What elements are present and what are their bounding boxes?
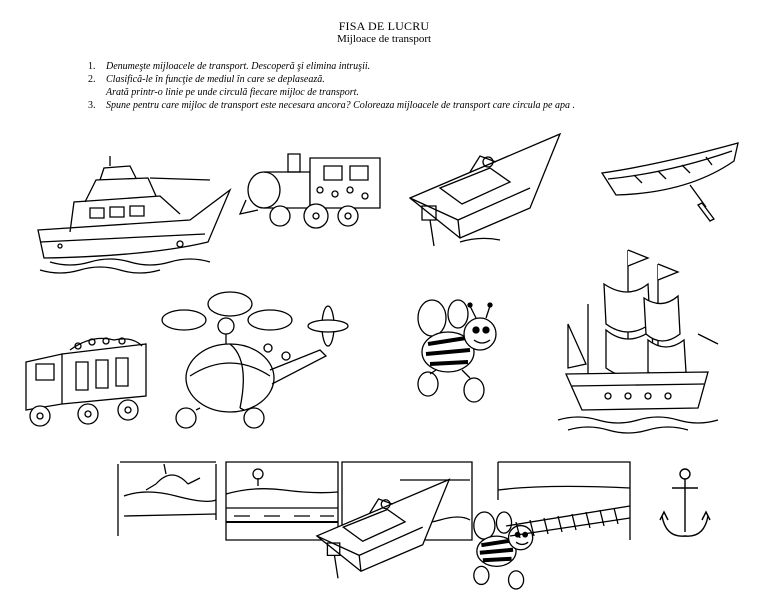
speedboat-icon[interactable]	[308, 472, 458, 584]
instruction-2b	[88, 87, 359, 98]
instruction-number: 1.	[88, 61, 96, 72]
helicopter-icon[interactable]	[160, 290, 350, 432]
worksheet-subtitle: Mijloace de transport	[336, 33, 432, 45]
instruction-text: Spune pentru care mijloc de transport este necesara ancora? Coloreaza mijloacele de transport care circula pe apa .	[106, 100, 575, 111]
instruction-text: Denumeşte mijloacele de transport. Descoperă şi elimina intruşii.	[106, 61, 371, 72]
speedboat-icon[interactable]	[400, 128, 570, 250]
instruction-text: Clasifică-le în funcţie de mediul în care se deplasează.	[106, 74, 325, 85]
truck-icon[interactable]	[22, 332, 150, 430]
anchor-icon[interactable]	[658, 466, 712, 546]
train-icon[interactable]	[240, 150, 390, 232]
instruction-text: Arată printr-o linie pe unde circulă fiecare mijloc de transport.	[106, 87, 359, 98]
instruction-2	[88, 74, 325, 85]
sailing-ship-icon[interactable]	[548, 244, 720, 436]
sky-scene-icon[interactable]	[116, 460, 220, 540]
instruction-number: 3.	[88, 100, 96, 111]
instruction-1	[88, 61, 370, 72]
rowboat-icon[interactable]	[598, 135, 740, 225]
yacht-icon[interactable]	[30, 150, 230, 278]
instruction-number: 2.	[88, 74, 96, 85]
bee-icon[interactable]	[408, 300, 508, 406]
worksheet-title: FISA DE LUCRU	[338, 19, 430, 33]
rail-scene-icon[interactable]	[496, 460, 632, 542]
instruction-3	[88, 100, 575, 111]
